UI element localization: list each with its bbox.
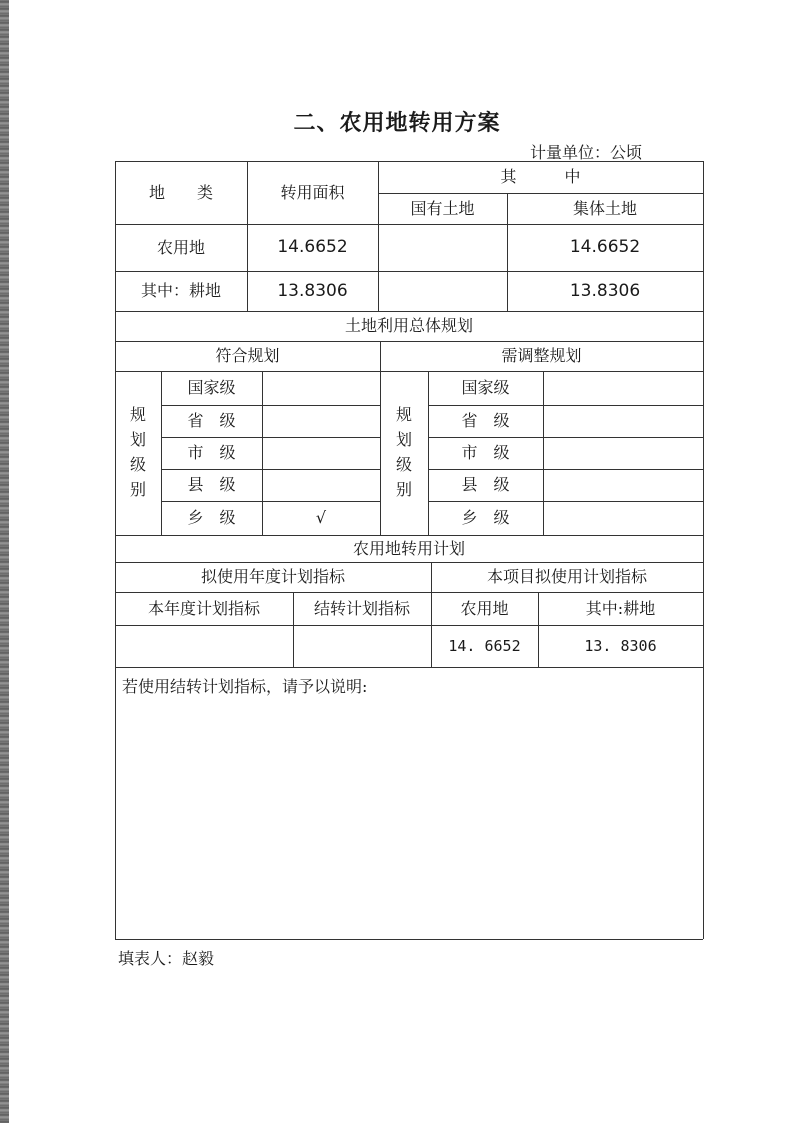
- carryover-explanation-label: 若使用结转计划指标，请予以说明:: [122, 677, 368, 696]
- level-township: 乡 级: [461, 508, 510, 527]
- table-border-bottom: [115, 939, 703, 940]
- adjust-mark-city: [543, 437, 703, 469]
- header-conversion-area: 转用面积: [280, 182, 345, 202]
- header-collective-land: 集体土地: [572, 198, 637, 218]
- carryover-value: [293, 625, 431, 667]
- page-title: 二、农用地转用方案: [293, 111, 501, 136]
- conversion-plan-title: 农用地转用计划: [352, 538, 465, 558]
- collective-land-value: 14.6652: [569, 237, 641, 257]
- level-county: 县 级: [187, 475, 236, 494]
- level-provincial: 省 级: [461, 411, 510, 430]
- row-label: 农用地: [156, 237, 205, 257]
- header-state-land: 国有土地: [410, 198, 475, 218]
- carryover-explanation-text: [122, 700, 692, 930]
- conform-plan-header: 符合规划: [215, 346, 280, 365]
- adjust-plan-header: 需调整规划: [501, 346, 582, 365]
- proposed-annual-indicator-header: 拟使用年度计划指标: [200, 567, 345, 586]
- conform-mark-national: [262, 371, 380, 405]
- planning-section-title: 土地利用总体规划: [344, 316, 473, 335]
- adjust-mark-county: [543, 469, 703, 501]
- level-city: 市 级: [187, 443, 236, 462]
- form-filler: 填表人：赵毅: [118, 949, 215, 968]
- header-land-type: 地 类: [148, 182, 213, 202]
- level-national: 国家级: [461, 378, 510, 397]
- col-carryover-indicator: 结转计划指标: [313, 598, 410, 618]
- adjust-mark-national: [543, 371, 703, 405]
- adjust-mark-township: [543, 501, 703, 535]
- plan-level-label-right: 规 划 级 别: [395, 405, 412, 499]
- project-indicator-header: 本项目拟使用计划指标: [486, 567, 647, 586]
- level-township: 乡 级: [187, 508, 236, 527]
- conform-mark-city: [262, 437, 380, 469]
- header-among: 其 中: [500, 167, 581, 186]
- area-value: 13.8306: [277, 280, 348, 301]
- cultivated-value: 13. 8306: [584, 636, 657, 655]
- level-county: 县 级: [461, 475, 510, 494]
- area-value: 14.6652: [277, 237, 348, 257]
- conform-mark-township: √: [315, 508, 327, 527]
- plan-level-label-left: 规 划 级 别: [129, 405, 146, 499]
- scan-edge: [0, 0, 9, 1123]
- conform-mark-county: [262, 469, 380, 501]
- state-land-value: [378, 224, 507, 271]
- table-line: [115, 667, 703, 668]
- farmland-value: 14. 6652: [448, 636, 521, 655]
- adjust-mark-provincial: [543, 405, 703, 437]
- level-provincial: 省 级: [187, 411, 236, 430]
- state-land-value: [378, 271, 507, 311]
- conform-mark-provincial: [262, 405, 380, 437]
- col-this-year-indicator: 本年度计划指标: [147, 598, 260, 618]
- level-national: 国家级: [187, 378, 236, 397]
- unit-label: 计量单位：公顷: [529, 143, 642, 162]
- table-border-right: [703, 161, 704, 939]
- collective-land-value: 13.8306: [569, 280, 641, 301]
- this-year-value: [115, 625, 293, 667]
- level-city: 市 级: [461, 443, 510, 462]
- col-cultivated: 其中:耕地: [585, 598, 656, 618]
- row-label: 其中：耕地: [140, 281, 221, 300]
- col-farmland: 农用地: [460, 598, 509, 618]
